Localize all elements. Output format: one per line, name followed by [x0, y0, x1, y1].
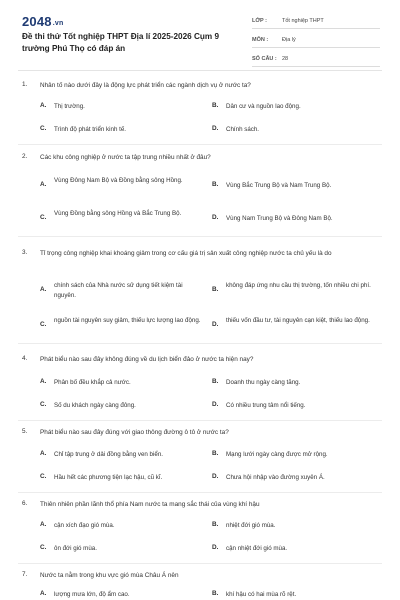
- option-letter: A.: [40, 286, 47, 293]
- question-divider: [18, 563, 382, 564]
- option-letter: A.: [40, 181, 47, 188]
- option-letter: D.: [212, 214, 219, 221]
- option-text: Vùng Đông Nam Bộ và Đồng bằng sông Hồng.: [54, 177, 183, 184]
- question-divider: [18, 492, 382, 493]
- meta-value: 28: [282, 55, 289, 62]
- option-letter: D.: [212, 401, 219, 408]
- logo-suffix: .vn: [52, 20, 64, 27]
- logo-text: 2048: [22, 14, 52, 29]
- question-text: Các khu công nghiệp ở nước ta tập trung nhiều nhất ở đâu?: [40, 154, 211, 161]
- question-text: Phát biểu nào sau đây không đúng về du lịch biển đảo ở nước ta hiện nay?: [40, 356, 254, 363]
- question-text: Phát biểu nào sau đây đúng với giao thông đường ô tô ở nước ta?: [40, 429, 229, 436]
- option-text: Có nhiều trung tâm nổi tiếng.: [226, 402, 306, 409]
- option-text: ôn đới gió mùa.: [54, 545, 97, 552]
- option-text: Chính sách.: [226, 126, 260, 133]
- option-text: không đáp ứng nhu cầu thị trường, tốn nhiều chi phí.: [226, 282, 371, 289]
- option-text: lượng mưa lớn, độ ẩm cao.: [54, 591, 130, 598]
- meta-label: MÔN :: [252, 36, 269, 43]
- question-number: 3.: [22, 249, 28, 256]
- question-number: 6.: [22, 500, 28, 507]
- option-letter: B.: [212, 450, 219, 457]
- option-text: Hầu hết các phương tiện lạc hậu, cũ kĩ.: [54, 474, 163, 481]
- option-text: thiếu vốn đầu tư, tài nguyên cạn kiệt, thiếu lao động.: [226, 317, 370, 324]
- option-text: Mạng lưới ngày càng được mở rộng.: [226, 451, 328, 458]
- option-text: Chỉ tập trung ở dải đồng bằng ven biển.: [54, 451, 163, 458]
- option-letter: D.: [212, 321, 219, 328]
- question-number: 2.: [22, 153, 28, 160]
- option-text: Doanh thu ngày càng tăng.: [226, 379, 301, 386]
- option-letter: A.: [40, 590, 47, 597]
- question-text: Nước ta nằm trong khu vực gió mùa Châu Á nên: [40, 572, 179, 579]
- option-text: Dân cư và nguồn lao động.: [226, 103, 301, 110]
- question-divider: [18, 144, 382, 145]
- meta-value: Địa lý: [282, 36, 296, 43]
- option-text: Vùng Đồng bằng sông Hồng và Bắc Trung Bộ.: [54, 210, 182, 217]
- option-text: nhiệt đới gió mùa.: [226, 522, 276, 529]
- option-text: Thị trường.: [54, 103, 85, 110]
- exam-title: Đề thi thử Tốt nghiệp THPT Địa lí 2025-2026 Cụm 9 trường Phú Thọ có đáp án: [22, 32, 220, 53]
- option-letter: B.: [212, 102, 219, 109]
- meta-label: LỚP :: [252, 17, 267, 24]
- question-divider: [18, 343, 382, 344]
- option-letter: B.: [212, 181, 219, 188]
- option-text: Trình độ phát triển kinh tế.: [54, 126, 126, 133]
- option-letter: D.: [212, 544, 219, 551]
- option-letter: A.: [40, 521, 47, 528]
- option-text: cận nhiệt đới gió mùa.: [226, 545, 288, 552]
- meta-value: Tốt nghiệp THPT: [282, 17, 324, 24]
- question-number: 5.: [22, 428, 28, 435]
- question-number: 1.: [22, 81, 28, 88]
- option-text: nguồn tài nguyên suy giảm, thiếu lực lượng lao động.: [54, 317, 201, 324]
- option-letter: B.: [212, 378, 219, 385]
- option-letter: B.: [212, 590, 219, 597]
- option-letter: B.: [212, 521, 219, 528]
- option-text: cận xích đạo gió mùa.: [54, 522, 115, 529]
- question-text: Thiên nhiên phần lãnh thổ phía Nam nước ta mang sắc thái của vùng khí hậu: [40, 501, 260, 508]
- option-text: Vùng Bắc Trung Bộ và Nam Trung Bộ.: [226, 182, 332, 189]
- option-letter: A.: [40, 378, 47, 385]
- option-letter: C.: [40, 473, 47, 480]
- option-letter: C.: [40, 125, 47, 132]
- option-letter: D.: [212, 473, 219, 480]
- question-number: 4.: [22, 355, 28, 362]
- option-text: Phân bố đều khắp cả nước.: [54, 379, 131, 386]
- option-text: chính sách của Nhà nước sử dụng tiết kiệm tài nguyên.: [54, 282, 183, 299]
- option-letter: A.: [40, 102, 47, 109]
- question-number: 7.: [22, 571, 28, 578]
- option-letter: D.: [212, 125, 219, 132]
- option-letter: C.: [40, 321, 47, 328]
- option-letter: A.: [40, 450, 47, 457]
- question-text: Nhân tố nào dưới đây là động lực phát triển các ngành dịch vụ ở nước ta?: [40, 82, 251, 89]
- option-text: Số du khách ngày càng đông.: [54, 402, 136, 409]
- question-text: Tỉ trọng công nghiệp khai khoáng giảm trong cơ cấu giá trị sản xuất công nghiệp nước ta chủ yếu là do: [40, 250, 332, 257]
- meta-label: SỐ CÂU :: [252, 55, 277, 62]
- option-letter: C.: [40, 544, 47, 551]
- question-divider: [18, 420, 382, 421]
- option-text: Chưa hội nhập vào đường xuyên Á.: [226, 474, 325, 481]
- option-letter: C.: [40, 401, 47, 408]
- question-divider: [18, 236, 382, 237]
- option-text: Vùng Nam Trung Bộ và Đông Nam Bộ.: [226, 215, 333, 222]
- option-letter: C.: [40, 214, 47, 221]
- option-text: khí hậu có hai mùa rõ rệt.: [226, 591, 297, 598]
- option-letter: B.: [212, 286, 219, 293]
